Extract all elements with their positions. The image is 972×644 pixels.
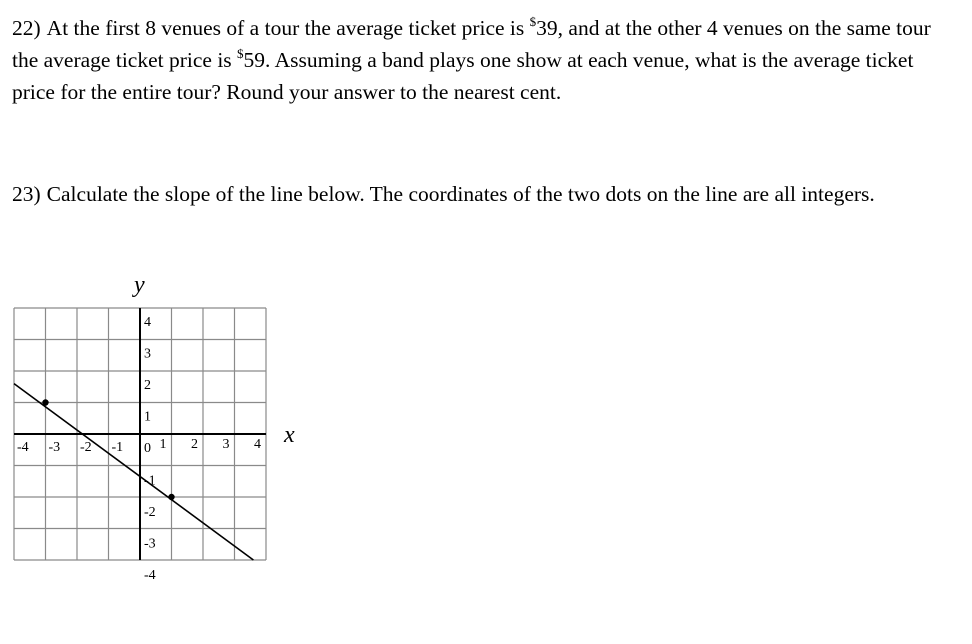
problem-number: 22): [12, 16, 41, 40]
problem-23: [12, 178, 957, 210]
coordinate-graph: [0, 270, 320, 580]
x-tick-label: -1: [111, 440, 124, 455]
line-dot: [168, 494, 174, 500]
line-dot: [42, 399, 48, 405]
x-tick-label: 1: [159, 437, 167, 452]
x-tick-label: -4: [17, 440, 29, 455]
graph-line-group: [14, 384, 253, 560]
graph-line: [14, 384, 253, 560]
price-value: 59: [243, 48, 266, 72]
y-tick-label: -1: [144, 473, 156, 489]
problem-text: Calculate the slope of the line below. The coordinates of the two dots on the line are all integers.: [46, 182, 875, 206]
x-tick-label: 4: [254, 437, 261, 452]
dollar-sign: $: [529, 14, 537, 29]
dollar-sign: $: [237, 46, 244, 61]
x-tick-label: -2: [80, 440, 92, 455]
x-tick-label: -3: [48, 440, 61, 455]
y-tick-label: -2: [144, 505, 156, 520]
x-tick-label: 3: [222, 437, 230, 452]
y-axis-label: y: [134, 272, 145, 298]
y-tick-label: -3: [144, 536, 156, 552]
problem-22: [12, 12, 957, 108]
problem-text-part: , and at the other 4 venues on the same tour the average ticket price is: [12, 16, 931, 72]
problem-number: 23): [12, 182, 41, 206]
grid: [14, 308, 266, 560]
y-tick-label: 4: [144, 315, 151, 330]
y-tick-label: 1: [144, 409, 151, 425]
y-tick-label: 3: [144, 346, 151, 362]
y-tick-label: -4: [144, 568, 156, 580]
y-tick-label: 0: [144, 441, 151, 456]
x-axis-label: x: [284, 422, 295, 448]
x-tick-label: 2: [191, 437, 198, 452]
y-tick-label: 2: [144, 378, 151, 393]
price-value: 39: [536, 16, 558, 40]
problem-text-part: . Assuming a band plays one show at each venue, what is the average ticket price for the entire tour? Round your answer to the nearest cent.: [12, 48, 914, 104]
problem-text-part: At the first 8 venues of a tour the average ticket price is: [46, 16, 530, 40]
